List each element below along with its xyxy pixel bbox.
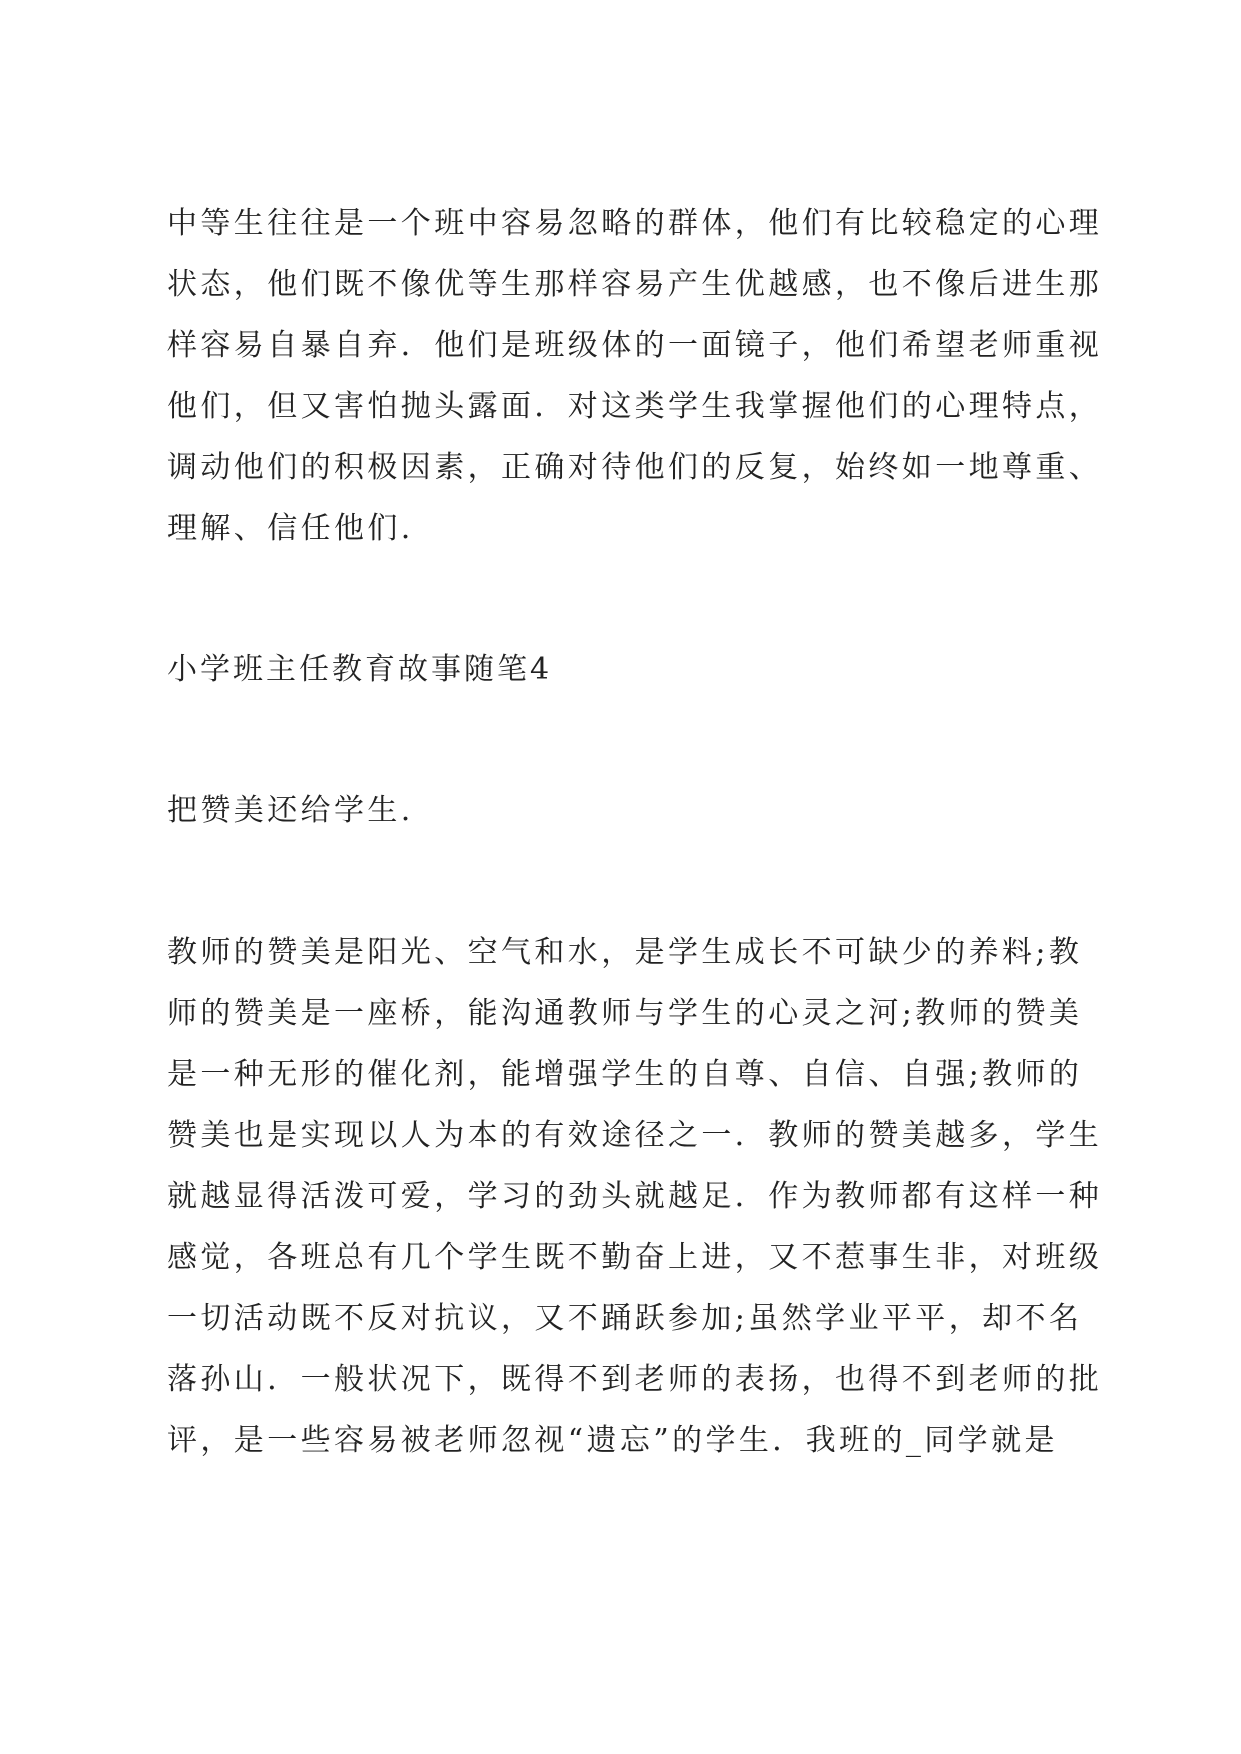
paragraph-line: 样容易自暴自弃．他们是班级体的一面镜子，他们希望老师重视 (167, 328, 1103, 363)
paragraph-line: 理解、信任他们. (167, 511, 414, 546)
paragraph-line: 赞美也是实现以人为本的有效途径之一．教师的赞美越多，学生 (167, 1118, 1103, 1153)
paragraph-line: 师的赞美是一座桥，能沟通教师与学生的心灵之河;教师的赞美 (167, 996, 1083, 1031)
paragraph-line: 中等生往往是一个班中容易忽略的群体，他们有比较稳定的心理 (167, 206, 1103, 241)
paragraph-line: 感觉，各班总有几个学生既不勤奋上进，又不惹事生非，对班级 (167, 1240, 1103, 1275)
paragraph-line: 他们，但又害怕抛头露面．对这类学生我掌握他们的心理特点， (167, 389, 1103, 424)
paragraph-line: 调动他们的积极因素，正确对待他们的反复，始终如一地尊重、 (167, 450, 1103, 485)
paragraph-line: 落孙山．一般状况下，既得不到老师的表扬，也得不到老师的批 (167, 1362, 1103, 1397)
paragraph-line: 一切活动既不反对抗议，又不踊跃参加;虽然学业平平，却不名 (167, 1301, 1083, 1336)
paragraph-line: 教师的赞美是阳光、空气和水，是学生成长不可缺少的养料;教 (167, 935, 1083, 970)
section-subtitle: 把赞美还给学生. (167, 793, 414, 828)
paragraph-line: 评，是一些容易被老师忽视“遗忘”的学生．我班的_同学就是 (167, 1423, 1058, 1458)
paragraph-line: 就越显得活泼可爱，学习的劲头就越足．作为教师都有这样一种 (167, 1179, 1103, 1214)
section-heading: 小学班主任教育故事随笔4 (167, 652, 553, 687)
paragraph-line: 是一种无形的催化剂，能增强学生的自尊、自信、自强;教师的 (167, 1057, 1083, 1092)
paragraph-line: 状态，他们既不像优等生那样容易产生优越感，也不像后进生那 (167, 267, 1103, 302)
